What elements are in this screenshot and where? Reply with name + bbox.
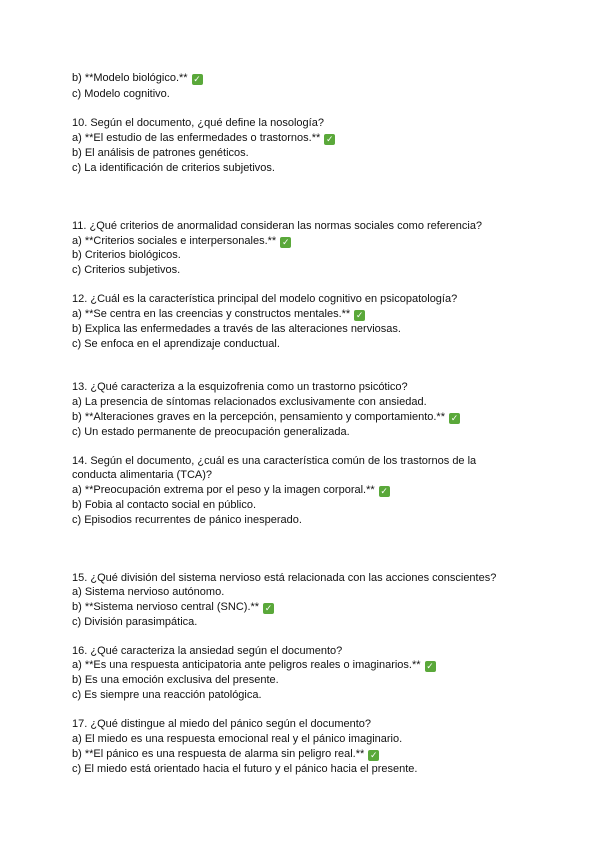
text-line: b) Fobia al contacto social en público. — [72, 499, 257, 511]
check-mark-icon: ✓ — [193, 74, 201, 84]
text-line: b) Criterios biológicos. — [72, 249, 181, 261]
text-line: a) **Preocupación extrema por el peso y la imagen corporal.** ✓ — [72, 484, 388, 496]
text-line: b) Es una emoción exclusiva del presente. — [72, 674, 279, 686]
text-line: b) Explica las enfermedades a través de las alteraciones nerviosas. — [72, 323, 401, 335]
check-mark-icon: ✓ — [325, 134, 334, 144]
check-mark-icon: ✓ — [380, 486, 388, 496]
text-line: a) **Se centra en las creencias y constructos mentales.** ✓ — [72, 308, 364, 320]
text-line: a) **Es una respuesta anticipatoria ante peligros reales o imaginarios.** ✓ — [72, 659, 434, 671]
question-heading: 10. Según el documento, ¿qué define la nosología? — [72, 117, 324, 129]
check-mark-icon: ✓ — [426, 661, 434, 671]
text-line: b) **Alteraciones graves en la percepción, pensamiento y comportamiento.** ✓ — [72, 411, 459, 423]
question-heading: 17. ¿Qué distingue al miedo del pánico según el documento? — [72, 718, 372, 730]
text-line: a) El miedo es una respuesta emocional real y el pánico imaginario. — [72, 733, 403, 745]
text-line: c) El miedo está orientado hacia el futuro y el pánico hacia el presente. — [72, 763, 418, 775]
check-mark-icon: ✓ — [355, 310, 364, 320]
text-line: c) Criterios subjetivos. — [72, 264, 181, 276]
text-line: b) **El pánico es una respuesta de alarma sin peligro real.** ✓ — [72, 748, 378, 760]
text-line: a) La presencia de síntomas relacionados exclusivamente con ansiedad. — [72, 396, 427, 408]
text-line: a) Sistema nervioso autónomo. — [72, 586, 225, 598]
text-line: c) Episodios recurrentes de pánico inesperado. — [72, 514, 302, 526]
question-heading: 12. ¿Cuál es la característica principal del modelo cognitivo en psicopatología? — [72, 293, 458, 305]
check-mark-icon: ✓ — [450, 413, 459, 423]
question-heading: 14. Según el documento, ¿cuál es una característica común de los trastornos de la — [72, 455, 477, 467]
question-heading: 16. ¿Qué caracteriza la ansiedad según el documento? — [72, 645, 343, 657]
text-line: b) El análisis de patrones genéticos. — [72, 147, 249, 159]
check-mark-icon: ✓ — [264, 603, 273, 613]
text-line: a) **El estudio de las enfermedades o trastornos.** ✓ — [72, 132, 334, 144]
check-mark-icon: ✓ — [281, 237, 290, 247]
text-line: c) Es siempre una reacción patológica. — [72, 689, 262, 701]
check-mark-icon: ✓ — [370, 750, 378, 760]
text-line: c) La identificación de criterios subjetivos. — [72, 162, 275, 174]
text-line: c) División parasimpática. — [72, 616, 198, 628]
text-line: a) **Criterios sociales e interpersonales.** ✓ — [72, 235, 290, 247]
text-line: c) Modelo cognitivo. — [72, 88, 170, 100]
text-line: b) **Modelo biológico.** ✓ — [72, 72, 201, 84]
question-heading: 11. ¿Qué criterios de anormalidad consideran las normas sociales como referencia? — [72, 220, 483, 232]
text-line: b) **Sistema nervioso central (SNC).** ✓ — [72, 601, 273, 613]
question-heading: 15. ¿Qué división del sistema nervioso está relacionada con las acciones conscientes? — [72, 572, 497, 584]
text-line: c) Un estado permanente de preocupación generalizada. — [72, 426, 350, 438]
text-line: c) Se enfoca en el aprendizaje conductual. — [72, 338, 280, 350]
question-heading: 13. ¿Qué caracteriza a la esquizofrenia como un trastorno psicótico? — [72, 381, 408, 393]
text-line: conducta alimentaria (TCA)? — [72, 469, 213, 481]
